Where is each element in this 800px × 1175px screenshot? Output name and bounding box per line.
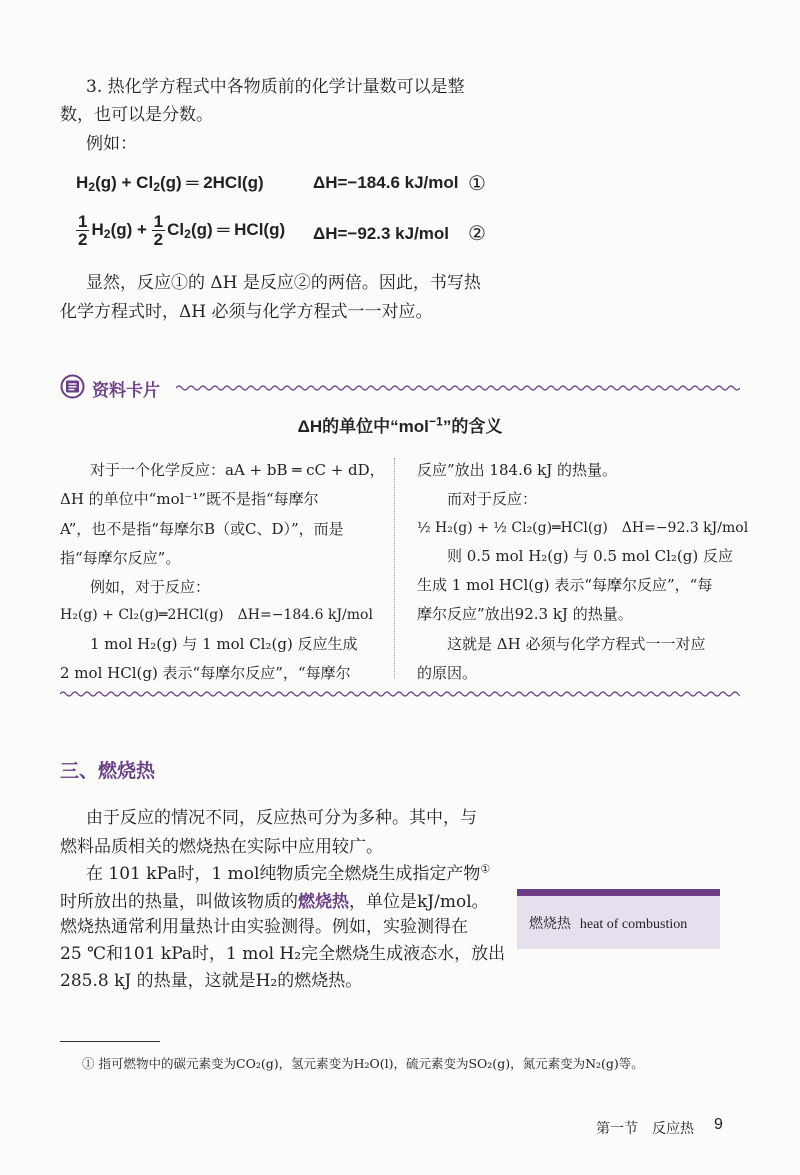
equation-2-number: ② — [468, 223, 486, 245]
info-card-header: 资料卡片 — [92, 381, 160, 400]
card-right-line: 摩尔反应”放出92.3 kJ 的热量。 — [417, 605, 633, 624]
equation-2-enthalpy: ΔH=−92.3 kJ/mol — [313, 224, 450, 243]
card-right-line: 则 0.5 mol H₂(g) 与 0.5 mol Cl₂(g) 反应 — [447, 546, 733, 565]
intro-line-2: 数，也可以是分数。 — [60, 105, 213, 125]
card-right-line: 生成 1 mol HCl(g) 表示“每摩尔反应”，“每 — [417, 576, 713, 595]
explain-line-2: 化学方程式时，ΔH 必须与化学方程式一一对应。 — [60, 302, 433, 322]
equation-2: $\frac{1}{2}$ $H_2(g)$ + $\frac{1}{2}$ $Cl_2(g)$ ═ HCl(g) — [78, 212, 286, 249]
section-p2-line-4: 25 ℃和101 kPa时，1 mol H₂完全燃烧生成液态水，放出 — [60, 944, 506, 964]
equation-1: $H_2(g) + Cl_2(g)$ ═ 2HCl(g) — [76, 173, 264, 195]
intro-line-1: 3. 热化学方程式中各物质前的化学计量数可以是整 — [86, 77, 465, 97]
card-right-column — [417, 456, 749, 688]
section-p2-line-3: 燃烧热通常利用量热计由实验测得。例如，实验测得在 — [60, 917, 468, 937]
term-sidebar-text: 燃烧热 heat of combustion — [529, 916, 688, 932]
section-p1-line-2: 燃料品质相关的燃烧热在实际中应用较广。 — [60, 837, 383, 857]
card-left-line: 对于一个化学反应：aA + bB ═ cC + dD， — [90, 461, 385, 479]
card-left-line: H₂(g) + Cl₂(g)═2HCl(g) ΔH=−184.6 kJ/mol — [60, 607, 373, 624]
card-title: ΔH的单位中“mol$^{-1}$”的含义 — [297, 414, 503, 436]
section-p2-line-1: 在 101 kPa时，1 mol纯物质完全燃烧生成指定产物① — [86, 862, 491, 884]
footer-section: 第一节 反应热 — [596, 1120, 694, 1136]
term-sidebar-box — [517, 889, 720, 949]
card-right-line: 反应”放出 184.6 kJ 的热量。 — [417, 461, 618, 479]
wavy-divider-bottom — [60, 689, 740, 699]
equation-1-enthalpy: ΔH=−184.6 kJ/mol — [313, 173, 459, 192]
info-card-icon — [60, 374, 85, 399]
card-column-divider — [394, 458, 395, 678]
footnote: ① 指可燃物中的碳元素变为CO₂(g)，氢元素变为H₂O(l)，硫元素变为SO₂(g)，氮元素变为N₂(g)等。 — [82, 1056, 644, 1071]
card-left-line: 1 mol H₂(g) 与 1 mol Cl₂(g) 反应生成 — [90, 634, 358, 653]
section-heading: 三、燃烧热 — [60, 761, 156, 782]
page-number: 9 — [714, 1116, 723, 1133]
card-right-line: 这就是 ΔH 必须与化学方程式一一对应 — [447, 634, 706, 653]
section-p1-line-1: 由于反应的情况不同，反应热可分为多种。其中，与 — [86, 808, 477, 828]
equation-1-number: ① — [468, 173, 486, 195]
card-left-line: 2 mol HCl(g) 表示“每摩尔反应”，“每摩尔 — [60, 663, 351, 682]
card-left-line: 例如，对于反应： — [90, 578, 211, 596]
footnote-rule — [60, 1041, 160, 1042]
section-p2-line-2: 时所放出的热量，叫做该物质的燃烧热，单位是kJ/mol。 — [60, 892, 489, 912]
card-left-line: ΔH 的单位中“mol⁻¹”既不是指“每摩尔 — [60, 490, 319, 509]
explain-line-1: 显然，反应①的 ΔH 是反应②的两倍。因此，书写热 — [86, 273, 481, 293]
card-left-line: A”，也不是指“每摩尔B（或C、D）”，而是 — [60, 519, 344, 538]
card-left-line: 指“每摩尔反应”。 — [60, 548, 181, 567]
card-right-line: 而对于反应： — [447, 490, 538, 509]
wavy-divider-top — [176, 383, 740, 393]
section-p2-line-5: 285.8 kJ 的热量，这就是H₂的燃烧热。 — [60, 971, 363, 991]
card-left-column — [60, 456, 385, 688]
card-right-line: ½ H₂(g) + ½ Cl₂(g)═HCl(g) ΔH=−92.3 kJ/mol — [417, 519, 749, 536]
card-right-line: 的原因。 — [417, 663, 478, 682]
example-label: 例如： — [86, 134, 137, 154]
